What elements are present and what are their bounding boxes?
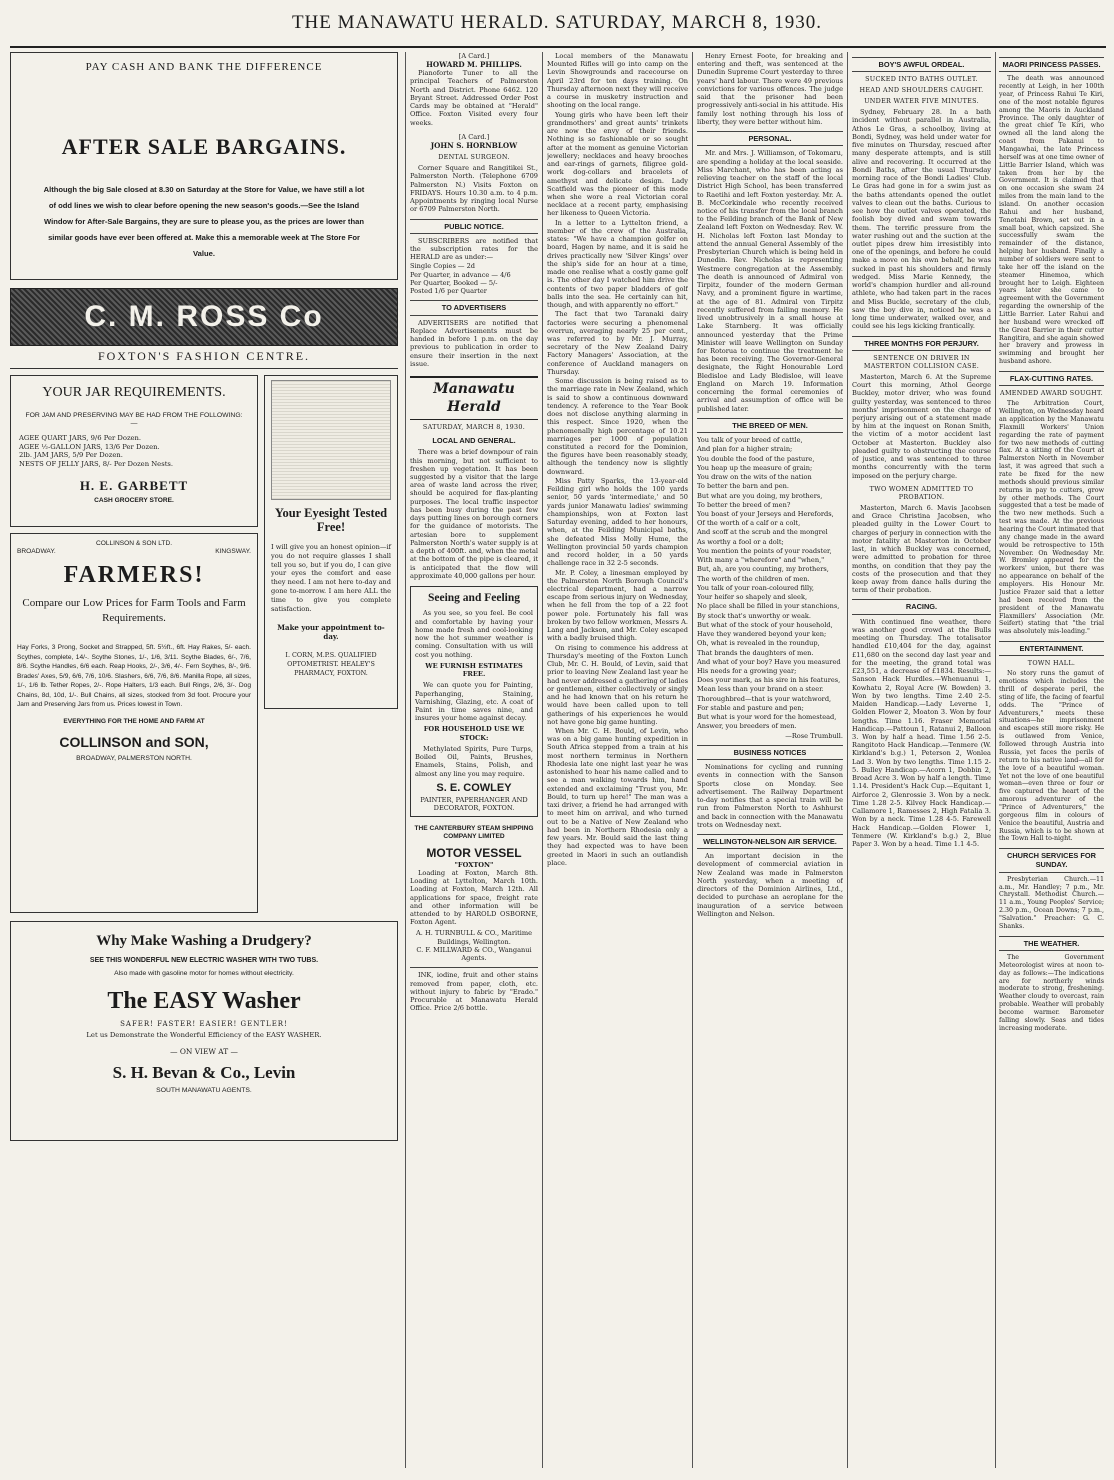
- article-paragraph: The fact that two Taranaki dairy factories were securing a phenomenal overrun, averaging nearly 25 per cent., was referred to by Mr. J. Murray, secretary of the New Zealand Dairy Factory Managers' Association, at the conference of Auckland managers on Thursday.: [547, 310, 688, 376]
- ad-column: [10, 52, 398, 1468]
- erado-ad: INK, iodine, fruit and other stains removed from paper, cloth, etc. without injury to fabric by "Erado." Procurable at Manawatu Herald Office. Price 2/6 bottle.: [410, 967, 538, 1012]
- air-service-body: An important decision in the development of commercial aviation in New Zealand was made in Palmerston North yesterday, when a meeting of directors of the Dominion Airlines, Ltd., decided to purchase an aeroplane for the inauguration of a service between Wellington and Nelson.: [697, 852, 843, 918]
- eyesight-appointment: Make your appointment to-day.: [277, 622, 385, 641]
- column-5: [852, 52, 991, 1468]
- article-paragraph: Young girls who have been left their grandmothers' and great aunts' trinkets are now the envy of their friends. Nothing is so fashionable or so sought after at the moment as genuine Victorian jewellery; necklaces and heavy brooches and ear-rings of garnets, filigree gold-work dog-collars and bracelets of amethyst and delicate design. Lady Scatfield was the pioneer of this mode when she wore a real Victorian coral necklace at a recent party, emphasising her likeness to Queen Victoria.: [547, 110, 688, 218]
- phillips-body: Pianoforte Tuner to all the principal Teachers of Palmerston North and District. Phone 6462. 120 Bryant Street. Addressed Order Post Cards may be obtained at "Herald" Office. Foxton Visited every four weeks.: [410, 69, 538, 127]
- jar-line: AGEE ½-GALLON JARS, 13/6 Per Dozen.: [19, 442, 160, 451]
- eyesight-heading: Your Eyesight Tested Free!: [274, 506, 388, 535]
- ordeal-subheading: HEAD AND SHOULDERS CAUGHT.: [859, 86, 984, 95]
- public-notice-body: SUBSCRIBERS are notified that the subscription rates for the HERALD are as under:—: [410, 236, 538, 262]
- farm-price-list: Hay Forks, 3 Prong, Socket and Strapped, 5ft. 5½ft., 6ft. Hay Rakes, 5/- each. Scythes, complete, 14/-. Scythe Stones, 1/-, 1/6, 3/11. Scythe Blades, 6/-, 7/6, 8/6. Scythe Handles, 6/6 each. Reap Hooks, 2/-, 3/6, 4/-. Fern Scythes, 8/-, 9/6. Brades' Axes, 5/9, 6/6, 7/6, 10/6. Slashers, 6/6, 7/6, 8/6. Manilla Rope, all sizes, 1/-, 1/6 lb. Tether Ropes, 2/-. Rope Halters, 1/3 each. Bull Rings, 2/6, 3/-. Dog Chains, 8d, 10d, 1/-. Bull Chains, all sizes, stocked from 3d foot. Procure your Jam and Preserving Jars from us. Prices lowest in Town.: [17, 644, 251, 709]
- column-6: [999, 52, 1104, 1468]
- optometrist-illustration-icon: [271, 380, 391, 500]
- poem-line: No place shall be filled in your stanchions,: [697, 602, 840, 611]
- racing-body: With continued fine weather, there was another good crowd at the Bulls meeting on Thursday. The totalisator handled £10,404 for the day, against £11,680 on the second day last year and for the meeting, the grand total was £23,551, a decrease of £1834. Results:— Sanson Hack Hurdles.—Whenuanui 1, Kowhatu 2, Royal Acre (W. Bowden) 3. Won by two lengths. Time 2.40 2-5. Maiden Handicap.—Lady Leverne 1, Golden Flower 2, Moaton 3. Won by four lengths. Time 1.16. Fraser Memorial Handicap.—Pattoun 1, Ratanui 2, Balloon 3. Won by half a head. Time 1.56 2-5. Rangitoto Hack Handicap.—Tenmere (W. Kirkland's b.g.) 1, Peterson 2, Wonlea Lad 3. Won by two lengths. Time 1.15 2-5. Bulley Handicap.—Acorn 1, Dobbin 2, Broad Acre 3. Won by half a length. Time 1.14. President's Hack Cup.—Equitant 1, Airforce 2, Glenrossie 3. Won by a neck. Time 1.28 2-5. Kilvey Hack Handicap.—Callamore 1, Ramesses 2, High Fatalia 3. Won by a neck. Time 1.28 4-5. Farewell Hack Handicap.—Golden Flower 1, Tenmere (W. Kirkland's b.g.) 2, Blue Paper 3. Won by a head. Time 1.1 4-5.: [852, 617, 991, 849]
- maori-princess-heading: MAORI PRINCESS PASSES.: [999, 57, 1104, 72]
- poem-line: That brands the daughters of men.: [697, 648, 814, 657]
- farmers-subheading: Compare our Low Prices for Farm Tools and Farm Requirements.: [22, 597, 246, 624]
- poem-line: Mean less than your brand on a steer.: [697, 685, 824, 694]
- rate-line: Per Quarter, Booked — 5/-: [410, 278, 498, 287]
- hornblow-sub: DENTAL SURGEON.: [438, 153, 510, 162]
- poem-line: To better the breed of men?: [697, 500, 791, 509]
- ordeal-subheading: SUCKED INTO BATHS OUTLET.: [865, 75, 978, 84]
- rate-line: Per Quarter, in advance — 4/6: [410, 270, 511, 279]
- herald-dateline: SATURDAY, MARCH 8, 1930.: [422, 423, 526, 432]
- flax-heading: FLAX-CUTTING RATES.: [999, 371, 1104, 386]
- poem-line: As worthy a fool or a dolt;: [697, 537, 784, 546]
- seeing-body-2: We can quote you for Painting, Paperhanging, Staining, Varnishing, Glazing, etc. A coat of Paint in time saves nine, and insures your home against decay.: [415, 681, 533, 723]
- weather-body: The Government Meteorologist wires at noon to-day as follows:—The indications are for northerly winds moderate to strong, freshening. Weather cloudy to overcast, rain probable. Weather will probably become warmer. Barometer falling slowly. Seas and tides increasing moderate.: [999, 954, 1104, 1032]
- bevan-sub: SOUTH MANAWATU AGENTS.: [156, 1086, 252, 1094]
- poem-line: Does your mark, as his sire in his features,: [697, 676, 841, 685]
- poem-line: Your heifer so shapely and sleek,: [697, 593, 808, 602]
- washer-alternative: Also made with gasoline motor for homes without electricity.: [114, 969, 294, 977]
- poem-line: Answer, you breeders of men.: [697, 722, 797, 731]
- jar-line: 2lb. JAM JARS, 5/9 Per Dozen.: [19, 451, 123, 460]
- cowley-name: S. E. COWLEY: [436, 781, 512, 794]
- advertisers-body: ADVERTISERS are notified that Replace Advertisements must be handed in before 1 p.m. on the day previous to publication in order to ensure their insertion in the next issue.: [410, 318, 538, 368]
- article-paragraph: When Mr. C. H. Bould, of Levin, who was on a big game hunting expedition in South Africa stepped from a train at his most northern terminus in Northern Rhodesia late one night last year he was astonished to hear his name called and to see a man walking towards him, hand extended and exclaiming "Trust you, Mr. Bould, to turn up here!" The man was a taxi driver, a friend he had arranged with to meet him on arrival, and who turned out to be a Native of New Zealand who had been in Northern Rhodesia only a few years. Mr. Bould said the last thing they had expected was to have been greeted in Maori in such an outlandish place.: [547, 726, 688, 867]
- entertainment-body: No story runs the gamut of emotions which includes the thrill of desperate peril, the sting of life, the facing of fearful odds. The "Prince of Adventurers," meets these situations—he imprisonment and escapes still more risky. He is outlawed from Venice, followed through Austria into Russia, yet faces the perils of return to his native land—all for the love of a beautiful woman. Yet not the love of one beautiful woman—even three or four or five captured the heart of the amorous adventurer of the "Prince of Adventurers," the gorgeous film in colours of Venice the beautiful, Austria and Russia, which is to be shown at the Town Hall to-night.: [999, 670, 1104, 843]
- church-body: Presbyterian Church.—11 a.m., Mr. Handley; 7 p.m., Mr. Chrystall. Methodist Church.—11 a.m., Young Peoples' Service; 2.30 p.m., Ocean Downs; 7 p.m., "Salvation." Preacher: G. C. Shanks.: [999, 875, 1104, 930]
- poem-line: And what of your boy? Have you measured: [697, 657, 841, 666]
- card-label: [A Card.]: [458, 52, 490, 60]
- poem-line: To better the barn and pen.: [697, 482, 790, 491]
- bevan-name: S. H. Bevan & Co., Levin: [112, 1063, 296, 1083]
- vessel-body: Loading at Foxton, March 8th. Loading at Lyttelton, March 10th. Loading at Foxton, March 12th. All applications for space, freight rate and other information will be attended to by HAROLD OSBORNE, Foxton Agent.: [410, 868, 538, 927]
- jar-requirements-ad: [10, 375, 258, 527]
- jar-line: AGEE QUART JARS, 9/6 Per Dozen.: [19, 434, 142, 443]
- maori-princess-body: The death was announced recently at Leigh, in her 100th year, of Princess Rahui Te Kiri, one of the most notable figures among the Maoris in Auckland Province. The only daughter of the great chief Te Kiri, who owned all the land along the coast from Pakanui to Mangawhai, the late Princess herself was at one time owner of Little Barrier Island, which was taken from her by the Government. It is claimed that on one occasion she swam 24 miles from the main land to the island. On another occasion Rahui and her husband, Tenetahi Brown, set out in a small boat, which capsized. She successfully swam the remainder of the distance, helping her husband. Finally a number of soldiers were sent to take her off the island on the steamer Hinemoa, which brought her to Leigh. Eighteen years later she came to agreement with the Government regarding the ownership of the Little Barrier. Later Rahui and her husband were wrecked off the Great Barrier in their cutter Rangitira, and she again showed her bravery and prowess in swimming and brought her husband ashore.: [999, 75, 1104, 366]
- article-paragraph: Henry Ernest Foote, for breaking and entering and theft, was sentenced at the Dunedin Supreme Court yesterday to three years' hard labour. There were 49 previous convictions for various offences. The judge said that the prisoner had been progressively anti-social in his attitude. His family lost nothing through his loss of liberty, they were better without him.: [697, 52, 843, 126]
- cowley-ad: [410, 586, 538, 817]
- business-notices-heading: BUSINESS NOTICES: [697, 745, 843, 760]
- column-rule: [542, 52, 543, 1468]
- eyesight-body: I will give you an honest opinion—if you do not require glasses I shall tell you so, but if you do, I can give your eyes the comfort and ease they need. I am not here to-day and gone to-morrow. I am here ALL the time to give you complete satisfaction.: [271, 542, 391, 613]
- article-paragraph: In a letter to a Lyttelton friend, a member of the crew of the Australia, states: "We have a champion golfer on board, Hagen by name, and it is said he drives practically new 'Silver Kings' over the ship's side for an hour at a time, made one realise what a costly game golf is. The other day I watched him drive the contents of two paper bladders of golf balls into the sea. He certainly can hit, though, and with apparently no effort.": [547, 218, 688, 310]
- card-label: [A Card.]: [458, 132, 490, 141]
- probation-heading: TWO WOMEN ADMITTED TO PROBATION.: [869, 484, 974, 501]
- poem-signature: —Rose Trumbull.: [785, 731, 843, 740]
- household-body: Methylated Spirits, Pure Turps, Boiled Oil, Paints, Brushes, Enamels, Stains, Polish, and almost any line you may require.: [415, 744, 533, 778]
- everything-line: EVERYTHING FOR THE HOME AND FARM AT: [63, 717, 205, 725]
- poem-line: By stock that's unworthy or weak.: [697, 611, 811, 620]
- column-rule: [692, 52, 693, 1468]
- poem-line: With many a "wherefore" and "when,": [697, 556, 825, 565]
- perjury-body: Masterton, March 6. At the Supreme Court this morning, Athol George Buckley, motor driver, who was found guilty yesterday, was sentenced to three months' imprisonment on the charge of perjury arising out of a statement made by him at the inquest on Ronan Smith, the victim of a motor accident last October at Masterton. Buckley also pleaded guilty to obstructing the course of justice, and was sentenced to three months concurrently with the term imposed on the perjury charge.: [852, 372, 991, 480]
- washer-demo: Let us Demonstrate the Wonderful Efficiency of the EASY WASHER.: [86, 1030, 322, 1039]
- poem-line: You double the food of the pasture,: [697, 454, 815, 463]
- poem-line: The worth of the children of men.: [697, 574, 810, 583]
- optometrist-signature: I. CORN, M.P.S. QUALIFIED OPTOMETRIST. HEALEY'S PHARMACY, FOXTON.: [285, 651, 377, 678]
- rate-line: Single Copies — 2d: [410, 262, 476, 271]
- poem-line: But what of the stock of your household,: [697, 620, 833, 629]
- hornblow-body: Corner Square and Rangitikei St., Palmerston North. (Telephone 6709 Palmerston N.) Visits Foxton on FRIDAYS. Hours 10.30 a.m. to 4 p.m. Appointments by ringing local Nurse or 6709 Palmerston North.: [410, 164, 538, 214]
- poem-line: You mention the points of your roadster,: [697, 546, 832, 555]
- poem-line: You talk of your breed of cattle,: [697, 436, 803, 445]
- ordeal-body: Sydney, February 28. In a bath incident without parallel in Australia, Athos Le Gras, a schoolboy, living at Bondi, Sydney, was held under water for five minutes on Thursday, rescued after many desperate attempts, and is still alive and recovering. It occurred at the Bondi Baths, after the usual Thursday morning race of the Bondi Ladies' Club. Le Gras had gone in for a swim just as the baths attendants opened the outlet valves to clean out the baths. Curious to see how the outlet valves operated, the foolish boy dived and swam towards them. The terrific pressure from the water rushing out and the suction at the outlet pipes drew him irresistibly into one of the openings, and before he could make a move on his own behalf, he was sucked in past his shoulders and firmly wedged. Miss Marie Kennedy, the world's champion hurdler and all-round athlete, who had taken part in the races and Miss Buckle, secretary of the club, saw the boy dive in, noticed he was a long time underwater, walked over, and could see his legs kicking frantically.: [852, 108, 991, 331]
- masthead-rule: [10, 46, 1106, 48]
- collinson-address: BROADWAY, PALMERSTON NORTH.: [76, 754, 192, 762]
- estimates-line: WE FURNISH ESTIMATES FREE.: [425, 661, 523, 679]
- business-body: Nominations for cycling and running events in connection with the Sanson Sports close on Monday. See advertisement. The Railway Department to-day notifies that a special train will be run from Palmerston North to Ashhurst and back in connection with the Manawatu trots on Wednesday next.: [697, 763, 843, 829]
- column-3: [547, 52, 688, 1468]
- poem: [697, 436, 843, 731]
- broadway-label: BROADWAY.: [17, 548, 56, 556]
- article-paragraph: On rising to commence his address at Thursday's meeting of the Foxton Lunch Club, Mr. C. H. Bould, of Levin, said that prior to leaving New Zealand last year he had never addressed a gathering of ladies or gentlemen, either collectively or singly and he had known that on his return he would have been called upon to tell gatherings of his experiences he would not have gone big game hunting.: [547, 643, 688, 726]
- poem-line: For stable and pasture and pen;: [697, 703, 804, 712]
- eyesight-ad: [264, 375, 398, 709]
- column-rule: [995, 52, 996, 1468]
- entertainment-heading: ENTERTAINMENT.: [999, 641, 1104, 656]
- collinson-name: COLLINSON and SON,: [59, 734, 209, 751]
- column-rule: [405, 52, 406, 1468]
- washer-subheading: SEE THIS WONDERFUL NEW ELECTRIC WASHER WITH TWO TUBS.: [89, 956, 319, 964]
- turnbull-line: A. H. TURNBULL & CO., Maritime Buildings, Wellington.: [415, 929, 532, 946]
- article-paragraph: Local members of the Manawatu Mounted Rifles will go into camp on the Levin Showgrounds and racecourse on April 23rd for ten days training. On Thursday afternoon next they will receive a course in musketry instruction and shooting on the local range.: [547, 52, 688, 110]
- jar-subheading: FOR JAM AND PRESERVING MAY BE HAD FROM THE FOLLOWING:—: [25, 411, 243, 427]
- poem-line: But what is your word for the homestead,: [697, 713, 837, 722]
- motor-vessel-heading: MOTOR VESSEL: [426, 845, 522, 860]
- washer-heading: Why Make Washing a Drudgery?: [96, 933, 312, 949]
- personal-heading: PERSONAL.: [697, 131, 843, 146]
- collinson-ad: [10, 533, 258, 913]
- poem-line: Have they wandered beyond your ken;: [697, 630, 827, 639]
- ordeal-subheading: UNDER WATER FIVE MINUTES.: [864, 97, 979, 106]
- hornblow-name: JOHN S. HORNBLOW: [430, 141, 518, 151]
- poem-line: You talk of your roan-coloured filly,: [697, 583, 815, 592]
- farmers-heading: FARMERS!: [63, 562, 205, 589]
- masthead: THE MANAWATU HERALD. SATURDAY, MARCH 8, 1930.: [291, 12, 823, 33]
- household-line: FOR HOUSEHOLD USE WE STOCK:: [423, 725, 525, 742]
- church-heading: CHURCH SERVICES FOR SUNDAY.: [999, 848, 1104, 873]
- millward-line: C. F. MILLWARD & CO., Wanganui Agents.: [416, 945, 532, 963]
- flax-body: The Arbitration Court, Wellington, on Wednesday heard an application by the Manawatu Flaxmill Workers' Union regarding the rate of payment for two new methods of cutting flax. At a sitting of the Court at Palmerston North in November last, it was agreed that such a rate be fixed for the new methods should previous similar returns in pay to cutters, grow by other methods. The Court suggested that a test be made of the two new methods. Such a test was made. At the previous hearing the Court intimated that any change made in the award would be retrospective to 15th November. On Wednesday Mr. W. Bromley appeared for the workers' union, but there was no appearance on behalf of the employers. His Honour Mr. Justice Frazer said that a letter had been received from the president of the Manawatu Flaxmillers' Association (Mr. Seifert) stating that "the trial was absolutely mis-leading.": [999, 400, 1104, 636]
- poem-line: You draw on the wits of the nation: [697, 473, 812, 482]
- ordeal-heading: BOY'S AWFUL ORDEAL.: [852, 57, 991, 72]
- canterbury-heading: THE CANTERBURY STEAM SHIPPING COMPANY LIMITED: [414, 825, 534, 841]
- air-service-heading: WELLINGTON-NELSON AIR SERVICE.: [697, 834, 843, 849]
- poem-line: You boast of your Jerseys and Herefords,: [697, 509, 834, 518]
- after-sale-heading: AFTER SALE BARGAINS.: [61, 133, 347, 159]
- on-view-label: — ON VIEW AT —: [170, 1047, 238, 1057]
- jar-heading: YOUR JAR REQUIREMENTS.: [42, 385, 226, 400]
- ross-logo: C. M. ROSS Co: [10, 288, 398, 346]
- collinson-company: COLLINSON & SON LTD.: [95, 540, 173, 547]
- kingsway-label: KINGSWAY.: [215, 548, 251, 556]
- breed-heading: THE BREED OF MEN.: [697, 418, 843, 433]
- personal-body: Mr. and Mrs. J. Williamson, of Tokomaru, are spending a holiday at the local seaside. Miss Marchant, who has been acting as relieving teacher on the staff of the local District High School, has been transferred to Raetihi and left Foxton yesterday. Mr. A. B. McCorkindale who recently received notice of his transfer from the local branch to the Feilding branch of the Bank of New Zealand left Foxton on Wednesday. Rev. W. H. Nicholas left Foxton last Monday to attend the annual General Assembly of the Presbyterian Church which is being held in Dunedin. Rev. Nicholas is representing Westmere congregation at the Assembly. The death is announced of Admiral von Tirpitz, founder of the modern German Navy, and a prominent figure in wartime, at the age of 81. Admiral von Tirpitz recently suffered from failing memory. He lived unobtrusively in a small house at Lake Starnberg. It was officially announced yesterday that the Prime Minister will leave Wellington on Sunday for Rotorua to continue the treatment he has been receiving. The Governor-General designate, the Right Honourable Lord Bledisloe and Lady Bledisloe, will leave England on March 19. Information concerning the formal ceremonies of arrival and assumption of office will be published later.: [697, 149, 843, 413]
- poem-line: But, ah, are you counting, my brothers,: [697, 565, 829, 574]
- garbett-sub: CASH GROCERY STORE.: [94, 496, 174, 504]
- store-for-value-ad: [10, 52, 398, 280]
- article-paragraph: Mr. P. Coley, a linesman employed by the Palmerston North Borough Council's electrical department, had a narrow escape from serious injury on Wednesday, when he fell from the top of a 22 foot power pole. Fortunately his fall was broken by two fellow workmen, Messrs A. Lang and Jackson, and Mr. Coley escaped with a badly bruised thigh.: [547, 568, 688, 643]
- seeing-feeling-heading: Seeing and Feeling: [427, 592, 520, 605]
- article-paragraph: Some discussion is being raised as to the marriage rate in New Zealand, which is said to show a continuous downward tendency. A reference to the Year Book does not disclose anything alarming in this respect. Since 1920, when the phenomenally high percentage of 10.21 marriages per 1000 of population constituted a record for the Dominion, the figures have been reasonably steady, although the tendency now is slightly downward.: [547, 377, 688, 476]
- phillips-name: HOWARD M. PHILLIPS.: [426, 60, 522, 70]
- herald-nameplate: Manawatu Herald: [410, 376, 538, 420]
- easy-washer-name: The EASY Washer: [107, 987, 301, 1014]
- poem-line: And scoff at the scrub and the mongrel: [697, 528, 828, 537]
- town-hall-heading: TOWN HALL.: [1027, 659, 1076, 668]
- garbett-name: H. E. GARBETT: [79, 478, 189, 494]
- flax-subheading: AMENDED AWARD SOUGHT.: [1000, 389, 1103, 398]
- article-paragraph: Miss Patty Sparks, the 13-year-old Feilding girl who holds the 100 yards senior, 50 yards 'intermediate,' and 50 yards junior Manawatu ladies' swimming championships, won at Foxton last Saturday evening, added to her honours, when, at the Feilding Municipal baths, she defeated Miss Molly Hume, the Wellington provincial 50 yards champion and record holder, in a 50 yards challenge race in 32 2-5 seconds.: [547, 476, 688, 568]
- poem-line: His needs for a growing year;: [697, 666, 797, 675]
- vessel-name: "FOXTON": [454, 860, 494, 869]
- poem-line: Oh, what is revealed in the roundup,: [697, 639, 820, 648]
- poem-line: Of the worth of a calf or a colt,: [697, 519, 801, 528]
- column-rule: [847, 52, 848, 1468]
- jar-line: NESTS OF JELLY JARS, 8/- Per Dozen Nests.: [19, 459, 174, 468]
- poem-line: Thoroughbred—that is your watchword,: [697, 694, 832, 703]
- easy-washer-ad: [10, 921, 398, 1141]
- weather-heading: THE WEATHER.: [999, 936, 1104, 951]
- rate-line: Posted 1/6 per Quarter: [410, 287, 487, 296]
- column-4: [697, 52, 843, 1468]
- probation-body: Masterton, March 6. Mavis Jacobsen and Grace Christina Jacobsen, who pleaded guilty in the Lower Court to charges of perjury in connection with the motor fatality at Masterton in October last, in which Buckley was concerned, were admitted to probation for three months, on condition that they pay the costs of the prosecution and that they keep away from dance halls during the term of their probation.: [852, 503, 991, 595]
- ross-tagline: FOXTON'S FASHION CENTRE.: [10, 349, 398, 369]
- poem-line: But what are you doing, my brothers,: [697, 491, 823, 500]
- column-2: [410, 52, 538, 1468]
- cowley-sub: PAINTER, PAPERHANGER AND DECORATOR, FOXTON.: [420, 795, 528, 812]
- after-sale-body: Although the big Sale closed at 8.30 on Saturday at the Store for Value, we have still a lot of odd lines we wish to clear before opening the new season's goods.—See the Island Window for After-Sale Bargains, they are sure to please you, as the prices are lower than similar goods have ever been offered at. Make this a memorable week at The Store For Value.: [43, 185, 365, 258]
- local-general-body: There was a brief downpour of rain this morning, but not sufficient to freshen up vegetation. It has been suggested by a visitor that the large area of waste land across the river, should be acquired for flax-planting purposes. The local traffic inspector has been busy during the past few days putting lines on borough corners for the guidance of motorists. The artesian bore to supplement Palmerston North's water supply is at a depth of 400ft. and, when the metal at the bottom of the pipe is cleared, it is anticipated that the flow will approximate 40,000 gallons per hour.: [410, 448, 538, 580]
- poem-line: And plan for a higher strain;: [697, 445, 793, 454]
- racing-heading: RACING.: [852, 599, 991, 614]
- advertisers-heading: TO ADVERTISERS: [410, 300, 538, 315]
- perjury-subheading: SENTENCE ON DRIVER IN MASTERTON COLLISION CASE.: [863, 353, 980, 370]
- public-notice-heading: PUBLIC NOTICE.: [410, 219, 538, 234]
- local-general-heading: LOCAL AND GENERAL.: [432, 436, 516, 446]
- pay-cash-slogan: PAY CASH AND BANK THE DIFFERENCE: [85, 61, 323, 73]
- perjury-heading: THREE MONTHS FOR PERJURY.: [852, 336, 991, 351]
- poem-line: You heap up the measure of grain;: [697, 463, 813, 472]
- washer-slogan: SAFER! FASTER! EASIER! GENTLER!: [120, 1019, 288, 1028]
- seeing-body: As you see, so you feel. Be cool and comfortable by having your home made fresh and cool-looking now the hot summer weather is coming. Consultation with us will cost you nothing.: [415, 609, 533, 659]
